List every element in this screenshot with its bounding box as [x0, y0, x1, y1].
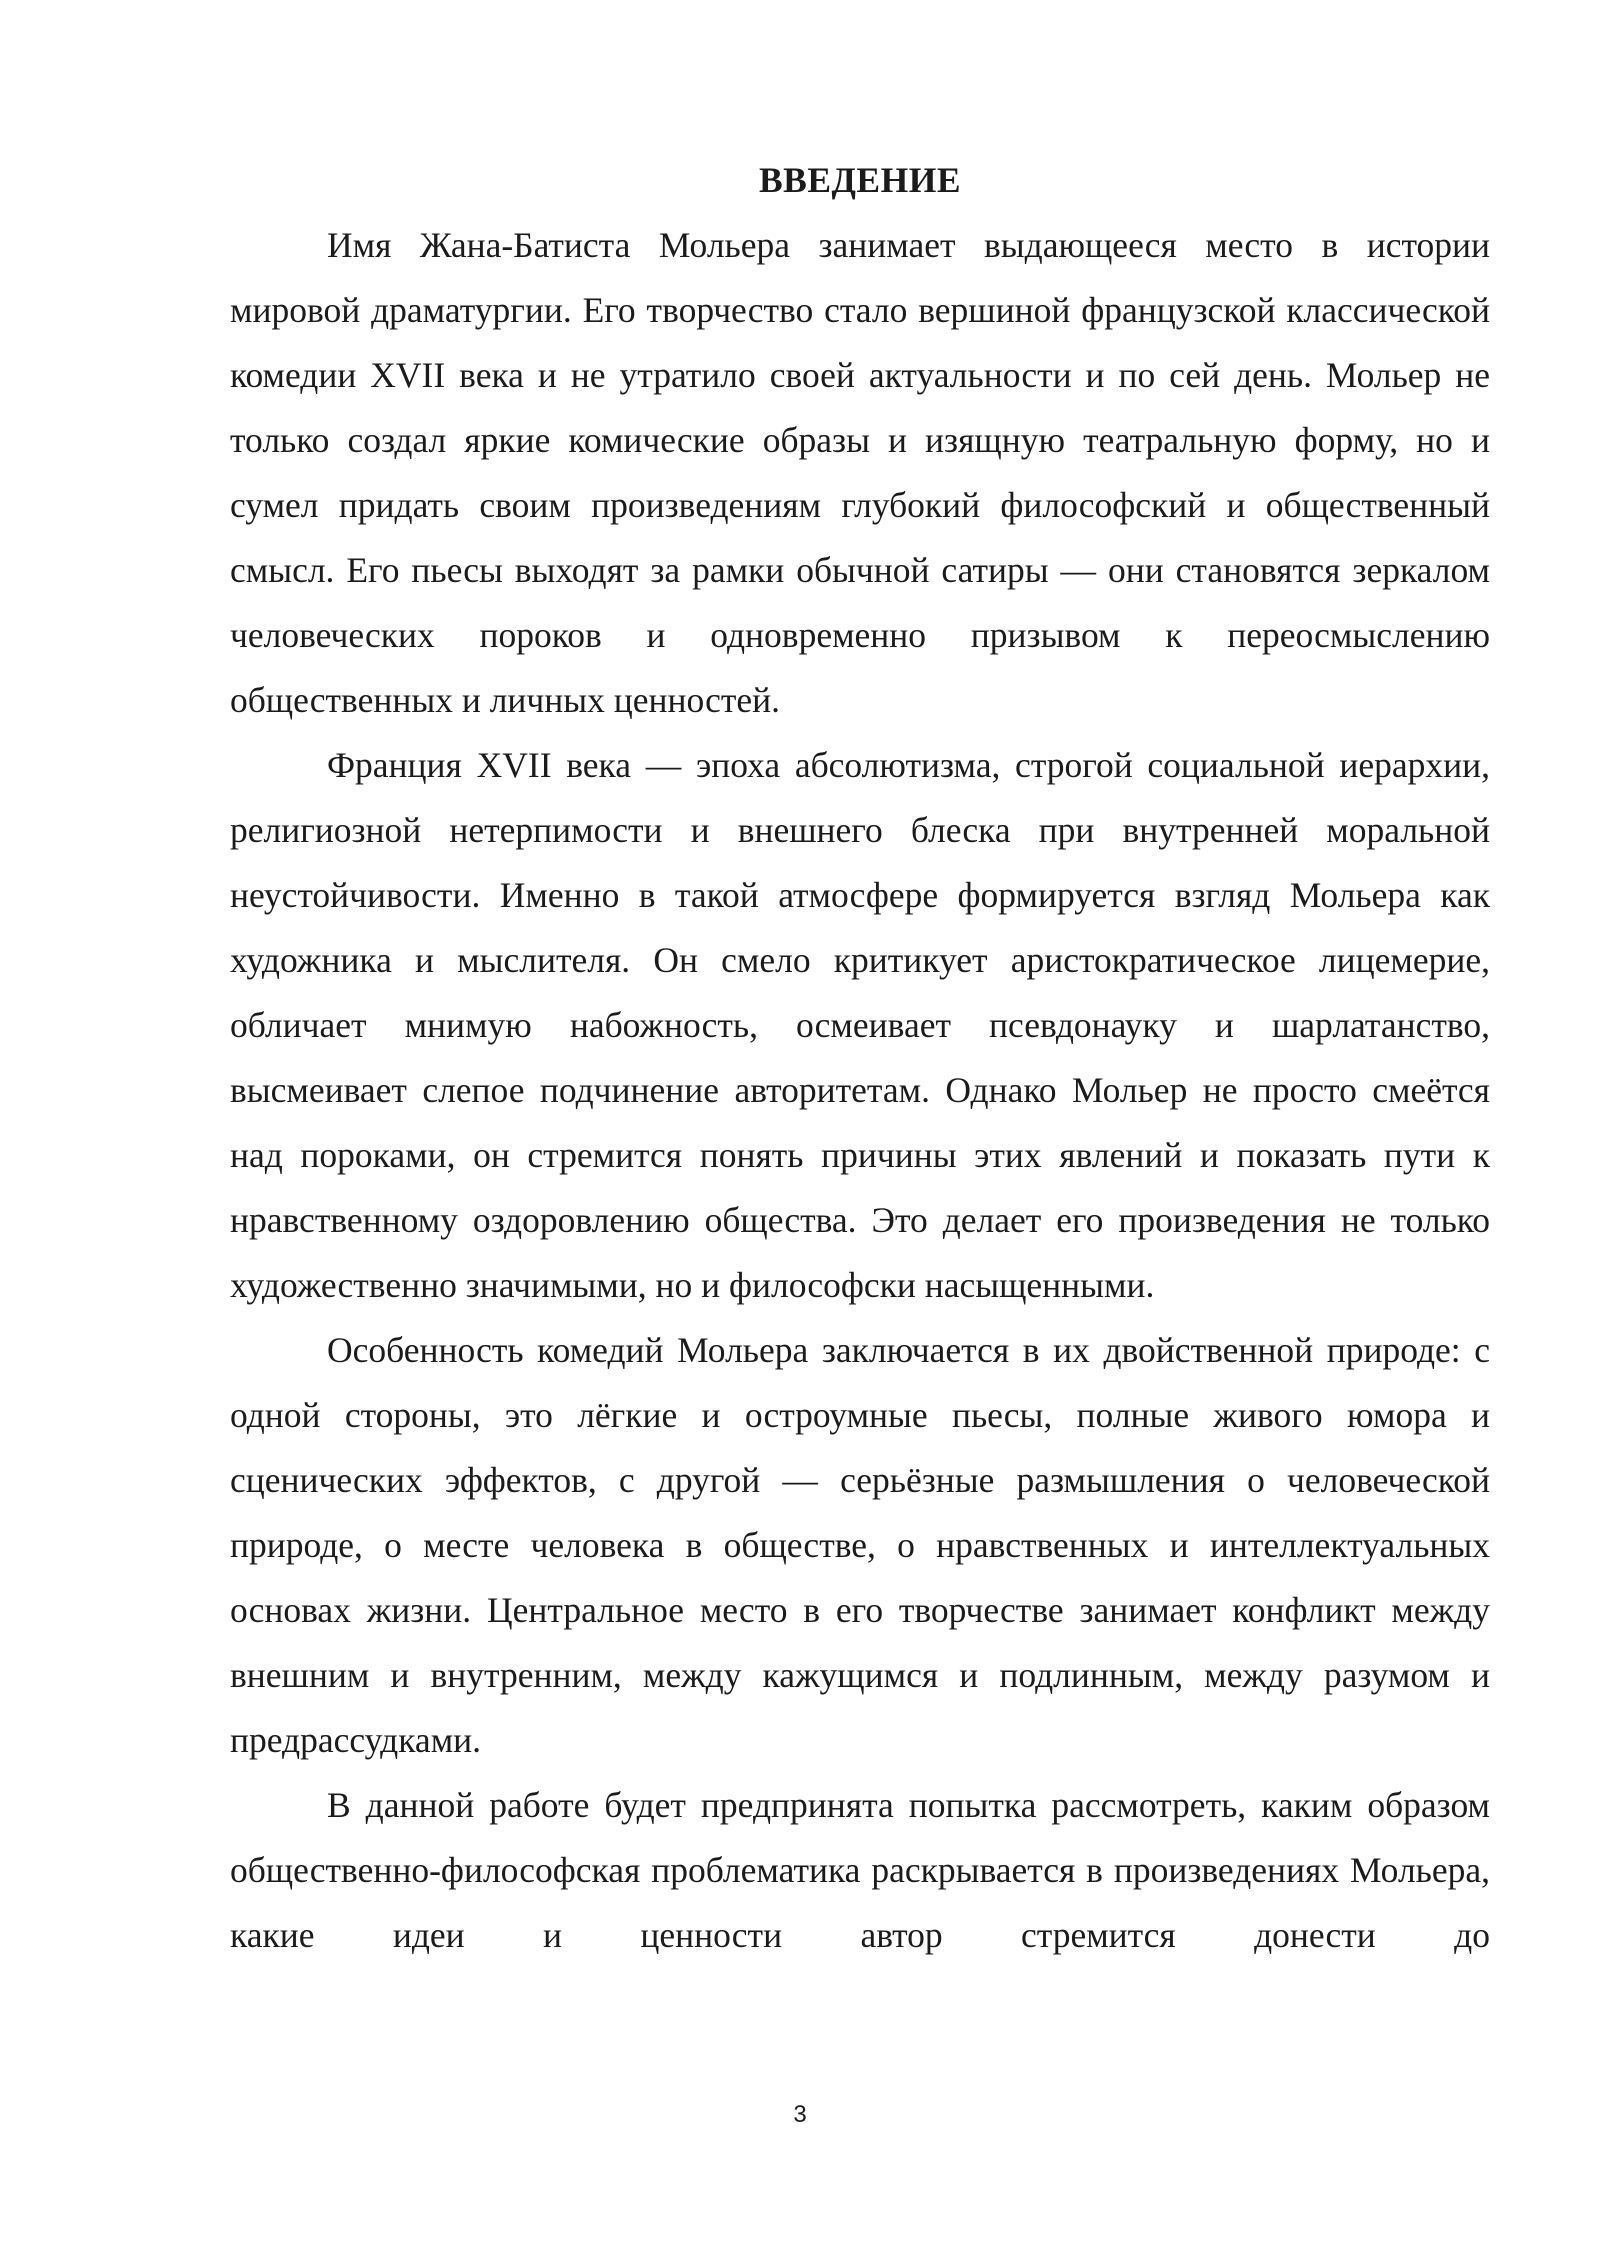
- paragraph-2: Франция XVII века — эпоха абсолютизма, строгой социальной иерархии, религиозной нетерпимости и внешнего блеска при внутренней моральной неустойчивости. Именно в такой атмосфере формируется взгляд Мольера как художника и мыслителя. Он смело критикует аристократическое лицемерие, обличает мнимую набожность, осмеивает псевдонауку и шарлатанство, высмеивает слепое подчинение авторитетам. Однако Мольер не просто смеётся над пороками, он стремится понять причины этих явлений и показать пути к нравственному оздоровлению общества. Это делает его произведения не только художественно значимыми, но и философски насыщенными.: [230, 745, 1490, 1305]
- paragraph-3: Особенность комедий Мольера заключается в их двойственной природе: с одной стороны, это лёгкие и остроумные пьесы, полные живого юмора и сценических эффектов, с другой — серьёзные размышления о человеческой природе, о месте человека в обществе, о нравственных и интеллектуальных основах жизни. Центральное место в его творчестве занимает конфликт между внешним и внутренним, между кажущимся и подлинным, между разумом и предрассудками.: [230, 1330, 1490, 1760]
- paragraph-4: В данной работе будет предпринята попытка рассмотреть, каким образом общественно-философская проблематика раскрывается в произведениях Мольера, какие идеи и ценности автор стремится донести до: [230, 1785, 1490, 1955]
- page-number: 3: [793, 2101, 807, 2128]
- paragraph-1: Имя Жана-Батиста Мольера занимает выдающееся место в истории мировой драматургии. Его творчество стало вершиной французской классической комедии XVII века и не утратило своей актуальности и по сей день. Мольер не только создал яркие комические образы и изящную театральную форму, но и сумел придать своим произведениям глубокий философский и общественный смысл. Его пьесы выходят за рамки обычной сатиры — они становятся зеркалом человеческих пороков и одновременно призывом к переосмыслению общественных и личных ценностей.: [230, 225, 1490, 720]
- section-heading: ВВЕДЕНИЕ: [758, 160, 962, 200]
- page-body: [230, 148, 1490, 1968]
